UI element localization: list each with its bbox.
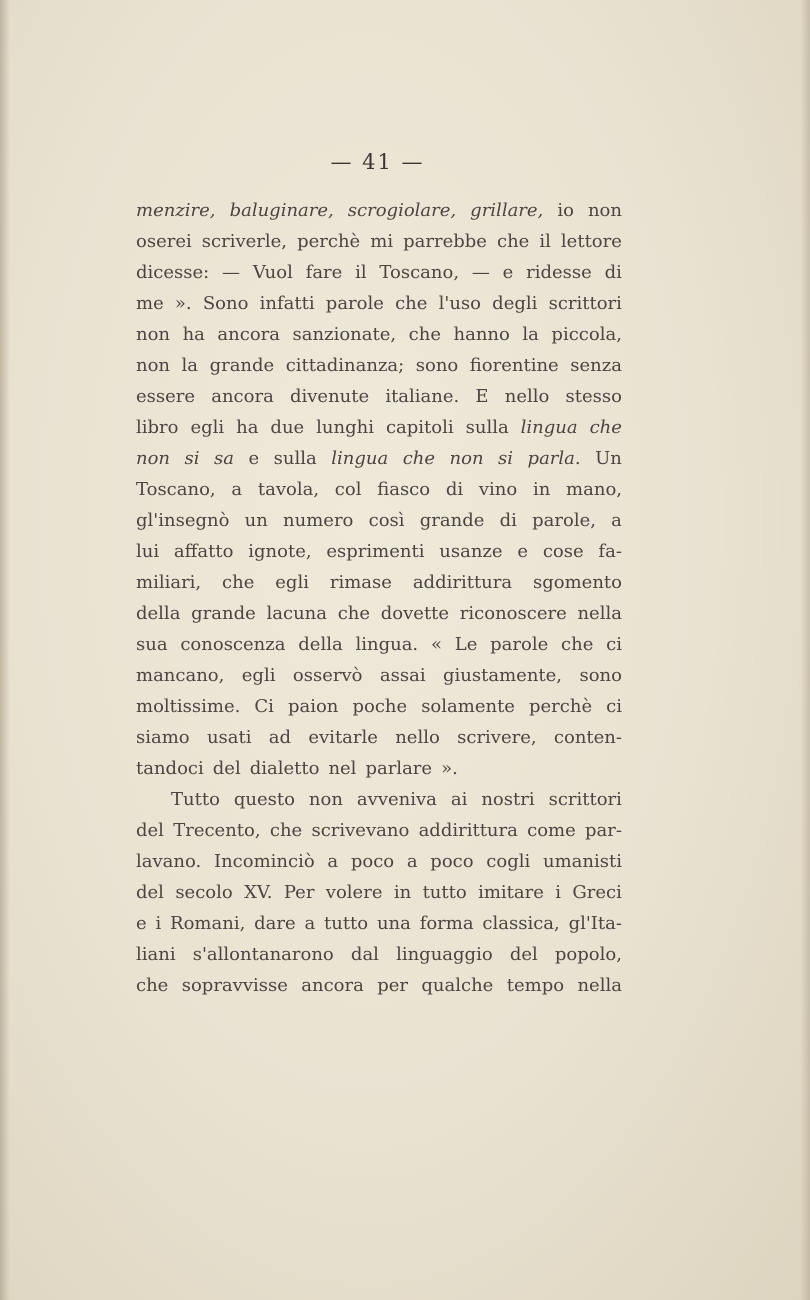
word: lacuna xyxy=(266,603,327,624)
text-line xyxy=(136,753,622,784)
word: lingua xyxy=(520,417,578,438)
text-line xyxy=(136,319,622,350)
text-line xyxy=(136,536,622,567)
word: cogli xyxy=(486,851,531,872)
text-line xyxy=(136,939,622,970)
word: perchè xyxy=(529,696,593,717)
word: l'uso xyxy=(438,293,481,314)
word: che xyxy=(222,572,255,593)
text-line xyxy=(136,226,622,257)
word: il xyxy=(539,231,551,252)
word: oserei xyxy=(136,231,192,252)
word: lunghi xyxy=(316,417,374,438)
page-number: — 41 — xyxy=(330,150,425,174)
word: che xyxy=(589,417,622,438)
text-line xyxy=(136,598,622,629)
word: cose xyxy=(542,541,584,562)
text-line xyxy=(136,784,622,815)
word: una xyxy=(376,913,411,934)
word: Toscano, xyxy=(136,479,216,500)
word: Trecento, xyxy=(173,820,261,841)
word: nello xyxy=(395,727,440,748)
word: che xyxy=(337,603,371,624)
word: italiane. xyxy=(385,386,460,407)
word: affatto xyxy=(173,541,234,562)
word: non xyxy=(136,448,171,469)
word: di xyxy=(604,262,622,283)
word: che xyxy=(496,231,530,252)
word: e xyxy=(136,913,147,934)
word: grande xyxy=(191,603,256,624)
word: cittadinanza; xyxy=(285,355,405,376)
word: dal xyxy=(350,944,379,965)
word: esprimenti xyxy=(326,541,425,562)
text-line xyxy=(136,505,622,536)
word: lingua xyxy=(331,448,389,469)
word: stesso xyxy=(565,386,622,407)
word: poco xyxy=(350,851,395,872)
text-line xyxy=(136,474,622,505)
word: la xyxy=(181,355,199,376)
word: scrivevano xyxy=(311,820,410,841)
word: che xyxy=(269,820,303,841)
text-line xyxy=(136,660,622,691)
word: sua xyxy=(136,634,168,655)
word: poche xyxy=(352,696,408,717)
word: tavola, xyxy=(257,479,320,500)
word: giustamente, xyxy=(443,665,563,686)
word: per xyxy=(377,975,409,996)
word: E xyxy=(475,386,489,407)
word: dare xyxy=(254,913,296,934)
word: grande xyxy=(419,510,485,531)
word: il xyxy=(355,262,367,283)
word: che xyxy=(395,293,428,314)
word: scriverle, xyxy=(201,231,288,252)
word: io xyxy=(557,200,574,221)
word: hanno xyxy=(453,324,510,345)
word: assai xyxy=(379,665,426,686)
word: essere xyxy=(136,386,196,407)
word: usati xyxy=(206,727,252,748)
word: grande xyxy=(209,355,275,376)
word: riconoscere xyxy=(459,603,567,624)
word: mancano, xyxy=(136,665,225,686)
word: lettore xyxy=(560,231,622,252)
word: ancora xyxy=(217,324,280,345)
word: non xyxy=(587,200,622,221)
word: evitarle xyxy=(308,727,378,748)
word: sulla xyxy=(465,417,509,438)
word: divenute xyxy=(289,386,370,407)
word: del xyxy=(509,944,538,965)
text-line xyxy=(136,195,622,226)
word: la xyxy=(522,324,539,345)
word: addirittura xyxy=(418,820,518,841)
word: a xyxy=(304,913,316,934)
word: tutto xyxy=(324,913,369,934)
word: ». xyxy=(441,758,458,779)
word: forma xyxy=(419,913,474,934)
word: paion xyxy=(287,696,339,717)
word: XV. xyxy=(244,882,273,903)
word: nello xyxy=(504,386,550,407)
word: sulla xyxy=(273,448,317,469)
word: ai xyxy=(450,789,468,810)
word: liani xyxy=(136,944,176,965)
word: a xyxy=(231,479,243,500)
word: nella xyxy=(577,975,622,996)
word: lavano. xyxy=(136,851,202,872)
word: libro xyxy=(136,417,179,438)
word: che xyxy=(136,975,169,996)
word: sa xyxy=(214,448,234,469)
word: parole xyxy=(325,293,384,314)
word: parrebbe xyxy=(403,231,487,252)
word: che xyxy=(402,448,436,469)
word: non xyxy=(449,448,484,469)
text-line xyxy=(136,846,622,877)
word: ». xyxy=(174,293,192,314)
text-line xyxy=(136,877,622,908)
word: nostri xyxy=(481,789,535,810)
word: perchè xyxy=(297,231,361,252)
word: un xyxy=(244,510,268,531)
word: gl'insegnò xyxy=(136,510,230,531)
word: ha xyxy=(182,324,205,345)
word: in xyxy=(532,479,551,500)
word: di xyxy=(445,479,464,500)
word: siamo xyxy=(136,727,190,748)
word: egli xyxy=(275,572,309,593)
word: sopravvisse xyxy=(181,975,288,996)
word: linguaggio xyxy=(396,944,493,965)
word: sgomento xyxy=(533,572,622,593)
page-edge-shadow-right xyxy=(800,0,810,1300)
word: Un xyxy=(595,448,622,469)
word: parole, xyxy=(532,510,596,531)
word: miliari, xyxy=(136,572,202,593)
word: scrittori xyxy=(548,789,622,810)
word: usanze xyxy=(439,541,503,562)
word: Tutto xyxy=(171,789,220,810)
word: Romani, xyxy=(170,913,246,934)
word: nel xyxy=(328,758,357,779)
word: Incominciò xyxy=(213,851,315,872)
word: fare xyxy=(305,262,343,283)
word: dialetto xyxy=(249,758,320,779)
word: imitare xyxy=(478,882,544,903)
word: egli xyxy=(190,417,225,438)
word: — xyxy=(222,262,241,283)
word: Per xyxy=(283,882,315,903)
word: nella xyxy=(577,603,622,624)
word: sono xyxy=(415,355,459,376)
word: ha xyxy=(236,417,259,438)
word: scrittori xyxy=(548,293,622,314)
word: scrivere, xyxy=(457,727,537,748)
word: così xyxy=(368,510,405,531)
word: ignote, xyxy=(248,541,312,562)
word: popolo, xyxy=(554,944,622,965)
word: conoscenza xyxy=(180,634,286,655)
text-line xyxy=(136,350,622,381)
word: addirittura xyxy=(412,572,513,593)
word: par- xyxy=(585,820,622,841)
word: parlare xyxy=(365,758,433,779)
word: ci xyxy=(606,696,622,717)
text-line xyxy=(136,381,622,412)
word: ancora xyxy=(211,386,274,407)
word: tutto xyxy=(422,882,467,903)
word: secolo xyxy=(175,882,233,903)
word: piccola, xyxy=(551,324,622,345)
word: e xyxy=(248,448,260,469)
word: vino xyxy=(478,479,518,500)
word: non xyxy=(136,355,171,376)
word: parla. xyxy=(527,448,581,469)
word: ci xyxy=(606,634,622,655)
word: due xyxy=(270,417,305,438)
word: fiorentine xyxy=(469,355,559,376)
word: dicesse: xyxy=(136,262,210,283)
word: egli xyxy=(241,665,276,686)
word: a xyxy=(406,851,418,872)
word: non xyxy=(136,324,171,345)
word: mi xyxy=(370,231,394,252)
text-line xyxy=(136,908,622,939)
text-line xyxy=(136,567,622,598)
word: parole xyxy=(490,634,549,655)
word: come xyxy=(527,820,576,841)
word: ad xyxy=(268,727,292,748)
word: Greci xyxy=(572,882,622,903)
text-line xyxy=(136,970,622,1001)
word: di xyxy=(499,510,517,531)
word: s'allontanarono xyxy=(192,944,334,965)
text-line xyxy=(136,629,622,660)
word: a xyxy=(327,851,339,872)
word: che xyxy=(408,324,441,345)
word: umanisti xyxy=(542,851,622,872)
word: tandoci xyxy=(136,758,204,779)
word: non xyxy=(308,789,343,810)
word: conten- xyxy=(553,727,622,748)
word: fiasco xyxy=(377,479,431,500)
text-line xyxy=(136,412,622,443)
word: lui xyxy=(136,541,160,562)
word: rimase xyxy=(329,572,392,593)
word: me xyxy=(136,293,164,314)
word: della xyxy=(298,634,343,655)
word: « xyxy=(430,634,442,655)
word: che xyxy=(561,634,594,655)
word: grillare, xyxy=(470,200,544,221)
word: Sono xyxy=(202,293,249,314)
word: infatti xyxy=(259,293,315,314)
word: — xyxy=(471,262,490,283)
text-line xyxy=(136,443,622,474)
body-text xyxy=(136,195,622,1001)
word: mano, xyxy=(566,479,622,500)
word: avveniva xyxy=(356,789,437,810)
word: del xyxy=(136,820,164,841)
word: lingua. xyxy=(355,634,419,655)
word: scrogiolare, xyxy=(347,200,457,221)
word: tempo xyxy=(506,975,565,996)
text-line xyxy=(136,815,622,846)
word: classica, xyxy=(482,913,560,934)
word: numero xyxy=(283,510,354,531)
word: menzire, xyxy=(136,200,216,221)
word: a xyxy=(611,510,622,531)
word: poco xyxy=(430,851,474,872)
word: fa- xyxy=(598,541,622,562)
word: del xyxy=(212,758,241,779)
word: col xyxy=(334,479,362,500)
word: gl'Ita- xyxy=(568,913,622,934)
word: degli xyxy=(492,293,538,314)
word: volere xyxy=(325,882,383,903)
word: si xyxy=(184,448,200,469)
word: capitoli xyxy=(385,417,454,438)
word: dovette xyxy=(380,603,450,624)
page-edge-shadow xyxy=(0,0,10,1300)
word: senza xyxy=(570,355,622,376)
word: e xyxy=(517,541,529,562)
text-line xyxy=(136,288,622,319)
word: ridesse xyxy=(526,262,592,283)
text-line xyxy=(136,257,622,288)
text-line xyxy=(136,691,622,722)
word: solamente xyxy=(421,696,515,717)
word: qualche xyxy=(421,975,494,996)
word: della xyxy=(136,603,181,624)
word: sanzionate, xyxy=(292,324,397,345)
word: Ci xyxy=(254,696,274,717)
word: sono xyxy=(579,665,622,686)
word: i xyxy=(555,882,562,903)
text-line xyxy=(136,722,622,753)
word: Vuol xyxy=(252,262,293,283)
word: i xyxy=(155,913,162,934)
word: ancora xyxy=(301,975,364,996)
word: e xyxy=(502,262,514,283)
word: questo xyxy=(233,789,295,810)
word: del xyxy=(136,882,164,903)
word: moltissime. xyxy=(136,696,241,717)
word: baluginare, xyxy=(229,200,334,221)
word: Toscano, xyxy=(379,262,460,283)
word: Le xyxy=(454,634,478,655)
word: in xyxy=(393,882,412,903)
word: si xyxy=(498,448,514,469)
word: osservò xyxy=(292,665,363,686)
